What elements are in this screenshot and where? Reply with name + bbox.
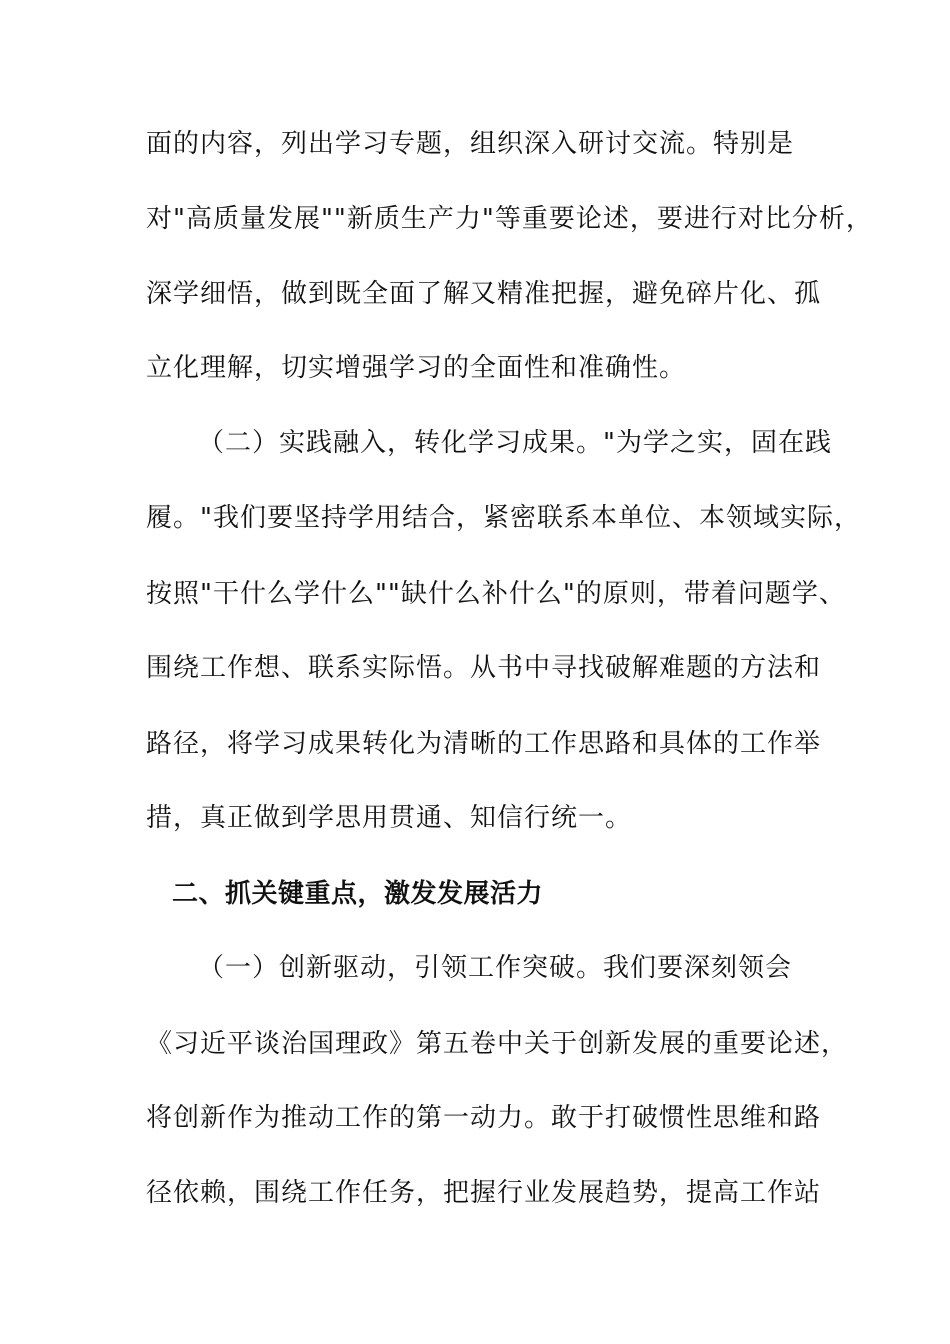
body-text-line: 立化理解，切实增强学习的全面性和准确性。 xyxy=(146,353,687,383)
body-text-line: 围绕工作想、联系实际悟。从书中寻找破解难题的方法和 xyxy=(146,653,822,683)
body-text-line: 履。"我们要坚持学用结合，紧密联系本单位、本领域实际， xyxy=(146,503,861,533)
body-text-line: 深学细悟，做到既全面了解又精准把握，避免碎片化、孤 xyxy=(146,279,822,309)
body-text-line: 将创新作为推动工作的第一动力。敢于打破惯性思维和路 xyxy=(146,1103,822,1133)
body-text-line: 路径，将学习成果转化为清晰的工作思路和具体的工作举 xyxy=(146,729,822,759)
paragraph-first-line: （二）实践融入，转化学习成果。"为学之实，固在践 xyxy=(198,428,832,458)
body-text-line: 面的内容，列出学习专题，组织深入研讨交流。特别是 xyxy=(146,129,795,159)
paragraph-first-line: （一）创新驱动，引领工作突破。我们要深刻领会 xyxy=(198,953,793,983)
body-text-line: 按照"干什么学什么""缺什么补什么"的原则，带着问题学、 xyxy=(146,579,846,609)
body-text-line: 《习近平谈治国理政》第五卷中关于创新发展的重要论述， xyxy=(146,1029,849,1059)
body-text-line: 对"高质量发展""新质生产力"等重要论述，要进行对比分析， xyxy=(146,204,873,234)
body-text-line: 措，真正做到学思用贯通、知信行统一。 xyxy=(146,803,633,833)
section-heading: 二、抓关键重点，激发发展活力 xyxy=(172,879,544,909)
body-text-line: 径依赖，围绕工作任务，把握行业发展趋势，提高工作站 xyxy=(146,1178,822,1208)
